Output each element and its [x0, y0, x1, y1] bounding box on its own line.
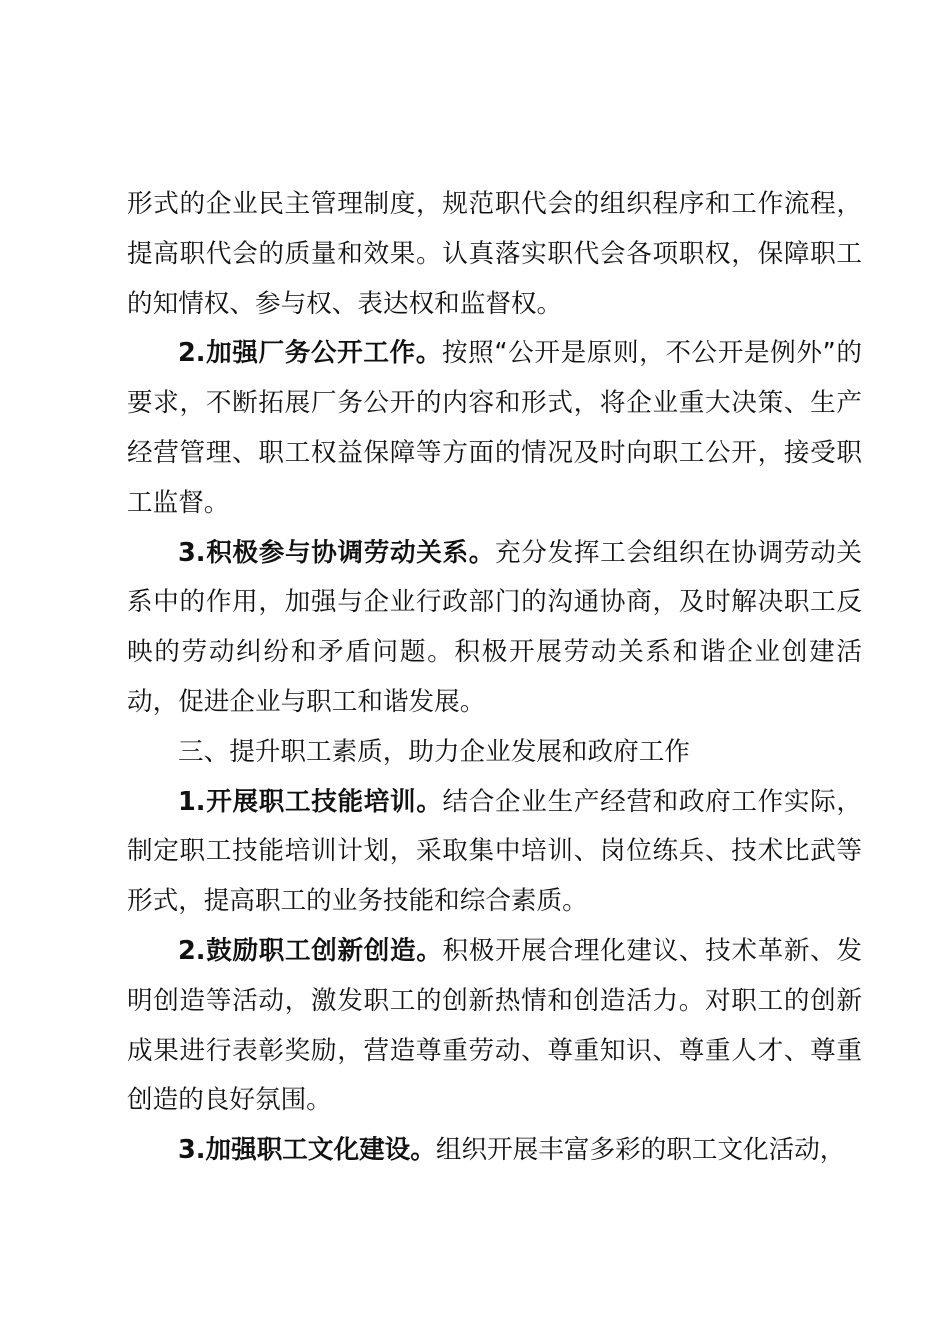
- paragraph-text: 按照“公开是原则，不公开是例外”的要求，不断拓展厂务公开的内容和形式，将企业重大决策、生产经营管理、职工权益保障等方面的情况及时向职工公开，接受职工监督。: [127, 338, 863, 518]
- paragraph-democratic-management-continued: [127, 180, 862, 329]
- paragraph-text: 组织开展丰富多彩的职工文化活动，: [435, 1135, 846, 1166]
- paragraph-labor-relations: [127, 529, 862, 728]
- section-heading-text: 三、提升职工素质，助力企业发展和政府工作: [178, 736, 690, 767]
- paragraph-skills-training: [127, 778, 862, 927]
- document-body: [127, 180, 862, 1176]
- paragraph-text: 结合企业生产经营和政府工作实际，制定职工技能培训计划，采取集中培训、岗位练兵、技术比武等形式，提高职工的业务技能和综合素质。: [127, 786, 862, 917]
- paragraph-lead: 2.加强厂务公开工作。: [178, 338, 442, 369]
- paragraph-text: 充分发挥工会组织在协调劳动关系中的作用，加强与企业行政部门的沟通协商，及时解决职工反映的劳动纠纷和矛盾问题。积极开展劳动关系和谐企业创建活动，促进企业与职工和谐发展。: [127, 537, 862, 717]
- paragraph-innovation: [127, 927, 862, 1126]
- section-heading-three: [127, 728, 862, 778]
- paragraph-lead: 3.积极参与协调劳动关系。: [178, 537, 496, 568]
- paragraph-lead: 2.鼓励职工创新创造。: [178, 935, 443, 966]
- paragraph-lead: 1.开展职工技能培训。: [178, 786, 443, 817]
- paragraph-lead: 3.加强职工文化建设。: [178, 1135, 436, 1166]
- paragraph-factory-affairs-openness: [127, 329, 862, 528]
- paragraph-text: 形式的企业民主管理制度，规范职代会的组织程序和工作流程，提高职代会的质量和效果。认真落实职代会各项职权，保障职工的知情权、参与权、表达权和监督权。: [127, 189, 862, 319]
- paragraph-culture-building: [127, 1126, 862, 1176]
- paragraph-text: 积极开展合理化建议、技术革新、发明创造等活动，激发职工的创新热情和创造活力。对职工的创新成果进行表彰奖励，营造尊重劳动、尊重知识、尊重人才、尊重创造的良好氛围。: [127, 935, 862, 1116]
